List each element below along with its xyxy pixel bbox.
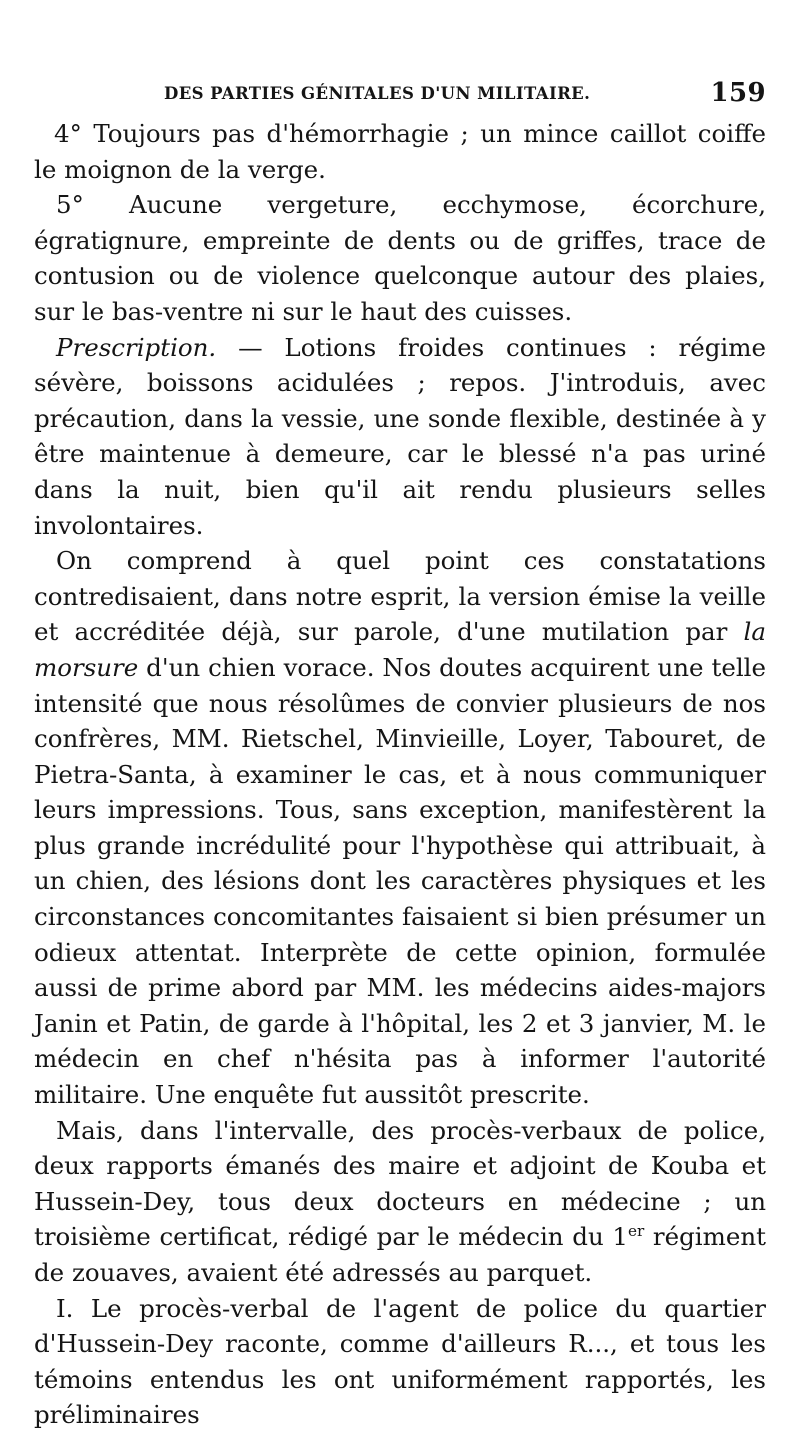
paragraph-prescription	[34, 330, 766, 544]
emphasis-morsure: la morsure	[34, 617, 766, 682]
paragraph-text: 4° Toujours pas d'hémorrhagie ; un mince caillot coiffe le moignon de la verge.	[34, 119, 766, 184]
page-number: 159	[710, 78, 766, 108]
paragraph-text: On comprend à quel point ces constatations contredisaient, dans notre esprit, la version émise la veille et accréditée déjà, sur parole, d'une mutilation par	[34, 546, 766, 647]
paragraph-constatations	[34, 543, 766, 1113]
prescription-label: Prescription.	[56, 332, 217, 362]
superscript-er: er	[627, 1222, 645, 1241]
running-title: DES PARTIES GÉNITALES D'UN MILITAIRE.	[164, 84, 591, 103]
paragraph-intervalle	[34, 1113, 766, 1291]
paragraph-text: d'un chien vorace. Nos doutes acquirent une telle intensité que nous résolûmes de convier plusieurs de nos confrères, MM. Rietschel, Minvieille, Loyer, Tabouret, de Pietra-Santa, à examiner le cas, et à nous communiquer leurs impressions. Tous, sans exception, manifestèrent la plus grande incrédulité pour l'hypothèse qui attribuait, à un chien, des lésions dont les caractères physiques et les circonstances concomitantes faisaient si bien présumer un odieux attentat. Interprète de cette opinion, formulée aussi de prime abord par MM. les médecins aides-majors Janin et Patin, de garde à l'hôpital, les 2 et 3 janvier, M. le médecin en chef n'hésita pas à informer l'autorité militaire. Une enquête fut aussitôt prescrite.	[34, 652, 766, 1110]
page-header	[34, 78, 766, 116]
paragraph-text: Mais, dans l'intervalle, des procès-verbaux de police, deux rapports émanés des maire et adjoint de Kouba et Hussein-Dey, tous deux docteurs en médecine ; un troisième certificat, rédigé par le médecin du 1	[34, 1115, 766, 1252]
paragraph-item-5	[34, 187, 766, 329]
paragraph-text: I. Le procès-verbal de l'agent de police du quartier d'Hussein-Dey raconte, comme d'ailleurs R..., et tous les témoins entendus les ont uniformément rapportés, les préliminaires	[34, 1293, 766, 1430]
paragraph-text: régiment de zouaves, avaient été adressés au parquet.	[34, 1222, 766, 1287]
paragraph-item-4	[34, 116, 766, 187]
paragraph-text: — Lotions froides continues : régime sévère, boissons acidulées ; repos. J'introduis, avec précaution, dans la vessie, une sonde flexible, destinée à y être maintenue à demeure, car le blessé n'a pas uriné dans la nuit, bien qu'il ait rendu plusieurs selles involontaires.	[34, 332, 766, 540]
paragraph-proces-verbal	[34, 1291, 766, 1433]
body-text	[34, 116, 766, 1433]
paragraph-text: 5° Aucune vergeture, ecchymose, écorchure, égratignure, empreinte de dents ou de griffes, trace de contusion ou de violence quelconque autour des plaies, sur le bas-ventre ni sur le haut des cuisses.	[34, 190, 766, 326]
